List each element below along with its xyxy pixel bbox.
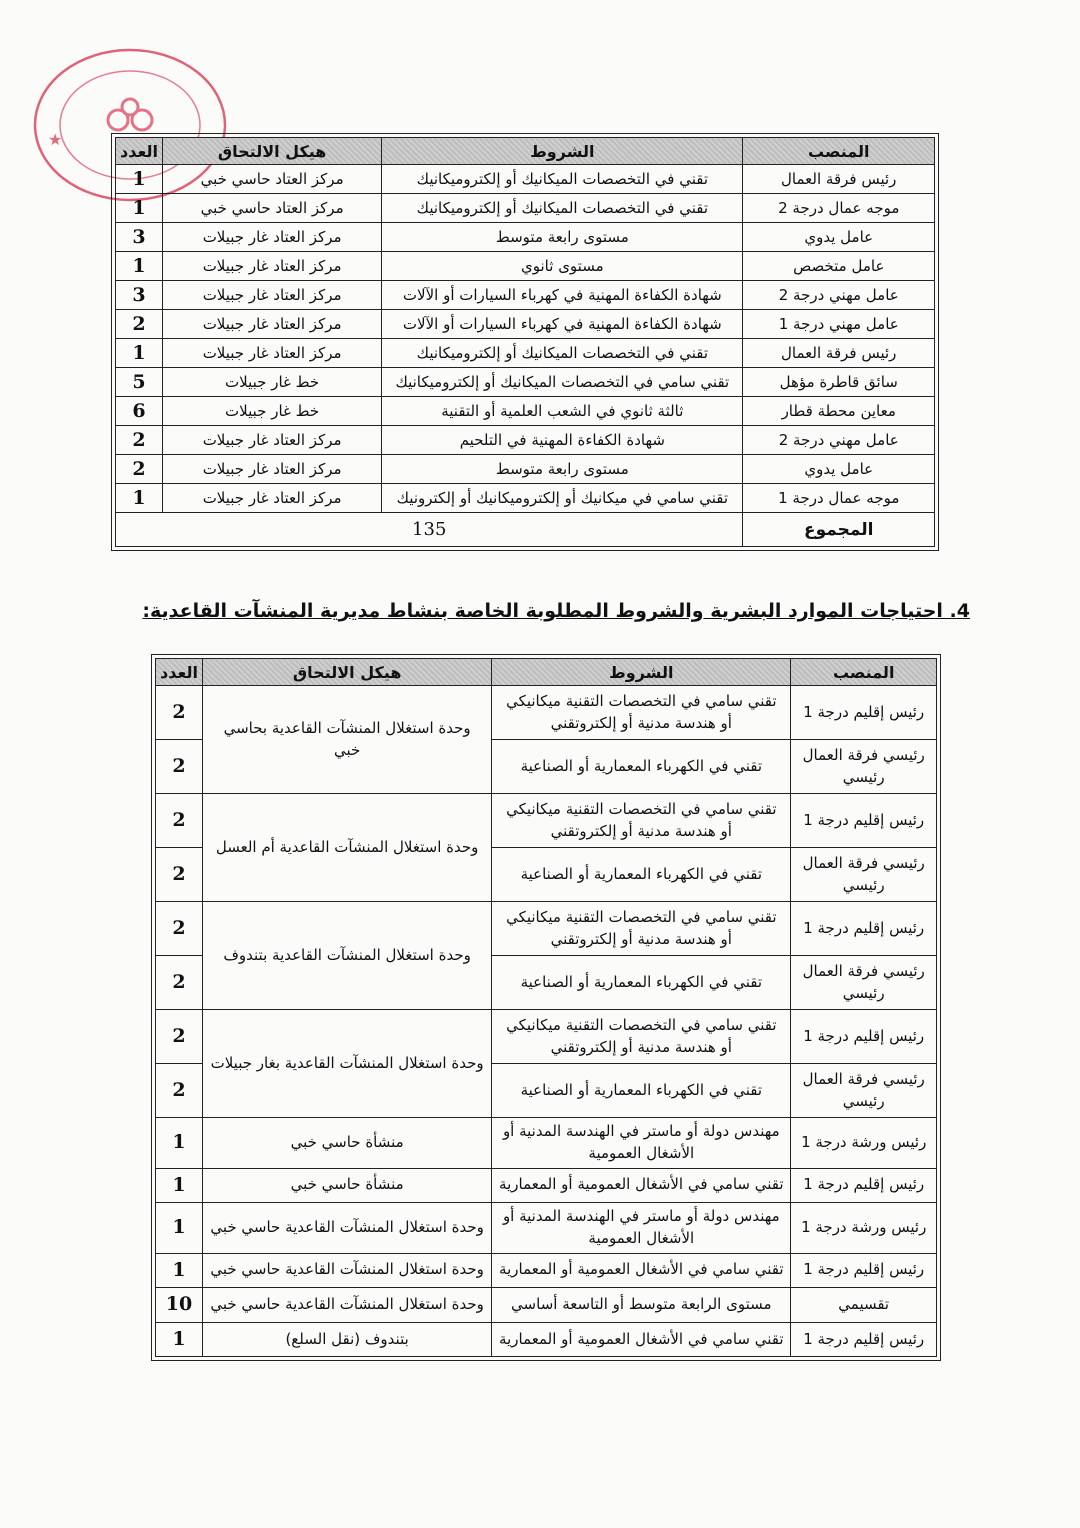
cell-unit: خط غار جبيلات (163, 368, 382, 397)
cell-post: عامل مهني درجة 2 (743, 281, 935, 310)
cell-conditions: شهادة الكفاءة المهنية في كهرباء السيارات أو الآلات (382, 281, 743, 310)
cell-post: رئيسي فرقة العمال رئيسي (791, 1064, 937, 1118)
cell-conditions: تقني سامي في التخصصات التقنية ميكانيكي أو هندسة مدنية أو إلكتروتقني (492, 1010, 791, 1064)
cell-count: 1 (116, 339, 163, 368)
cell-conditions: تقني سامي في التخصصات التقنية ميكانيكي أو هندسة مدنية أو إلكتروتقني (492, 902, 791, 956)
cell-conditions: تقني سامي في ميكانيك أو إلكتروميكانيك أو إلكترونيك (382, 484, 743, 513)
cell-conditions: تقني في التخصصات الميكانيك أو إلكتروميكانيك (382, 165, 743, 194)
cell-count: 1 (116, 484, 163, 513)
cell-conditions: تقني في الكهرباء المعمارية أو الصناعية (492, 1064, 791, 1118)
table-row (156, 1203, 937, 1254)
cell-conditions: مهندس دولة أو ماستر في الهندسة المدنية أو الأشغال العمومية (492, 1203, 791, 1254)
cell-post: رئيس ورشة درجة 1 (791, 1203, 937, 1254)
cell-post: رئيس إقليم درجة 1 (791, 1322, 937, 1357)
cell-unit: وحدة استغلال المنشآت القاعدية بغار جبيلات (203, 1010, 492, 1118)
cell-conditions: مهندس دولة أو ماستر في الهندسة المدنية أو الأشغال العمومية (492, 1118, 791, 1169)
table-header-row (116, 138, 935, 165)
cell-post: رئيسي فرقة العمال رئيسي (791, 740, 937, 794)
cell-count: 3 (116, 281, 163, 310)
cell-count: 2 (156, 848, 203, 902)
table-row (116, 281, 935, 310)
cell-post: رئيسي فرقة العمال رئيسي (791, 956, 937, 1010)
table-row (116, 194, 935, 223)
header-post: المنصب (743, 138, 935, 165)
cell-count: 10 (156, 1288, 203, 1323)
cell-count: 2 (116, 310, 163, 339)
cell-conditions: تقني في الكهرباء المعمارية أو الصناعية (492, 956, 791, 1010)
cell-post: موجه عمال درجة 1 (743, 484, 935, 513)
cell-count: 2 (156, 1010, 203, 1064)
cell-unit: مركز العتاد غار جبيلات (163, 426, 382, 455)
cell-conditions: مستوى رابعة متوسط (382, 223, 743, 252)
cell-count: 2 (156, 686, 203, 740)
cell-count: 6 (116, 397, 163, 426)
cell-post: رئيس إقليم درجة 1 (791, 1253, 937, 1288)
table-header-row (156, 659, 937, 686)
cell-count: 1 (156, 1168, 203, 1203)
cell-post: رئيس إقليم درجة 1 (791, 1010, 937, 1064)
cell-unit: وحدة استغلال المنشآت القاعدية حاسي خبي (203, 1203, 492, 1254)
total-row (116, 513, 935, 547)
cell-post: رئيس إقليم درجة 1 (791, 686, 937, 740)
cell-post: رئيسي فرقة العمال رئيسي (791, 848, 937, 902)
header-conditions: الشروط (382, 138, 743, 165)
table-row (156, 1288, 937, 1323)
cell-post: رئيس إقليم درجة 1 (791, 902, 937, 956)
table-row (156, 902, 937, 956)
cell-unit: وحدة استغلال المنشآت القاعدية حاسي خبي (203, 1253, 492, 1288)
table-row (116, 339, 935, 368)
cell-unit: مركز العتاد غار جبيلات (163, 252, 382, 281)
svg-text:★: ★ (48, 130, 63, 149)
header-unit: هيكل الالتحاق (203, 659, 492, 686)
cell-conditions: تقني في التخصصات الميكانيك أو إلكتروميكانيك (382, 194, 743, 223)
cell-conditions: تقني في الكهرباء المعمارية أو الصناعية (492, 740, 791, 794)
cell-post: معاين محطة قطار (743, 397, 935, 426)
cell-conditions: مستوى ثانوي (382, 252, 743, 281)
cell-unit: وحدة استغلال المنشآت القاعدية بحاسي خبي (203, 686, 492, 794)
cell-count: 1 (116, 252, 163, 281)
cell-count: 3 (116, 223, 163, 252)
cell-unit: وحدة استغلال المنشآت القاعدية حاسي خبي (203, 1288, 492, 1323)
cell-count: 1 (156, 1203, 203, 1254)
table-row (156, 1253, 937, 1288)
cell-count: 2 (156, 740, 203, 794)
table-row (116, 310, 935, 339)
cell-count: 1 (156, 1322, 203, 1357)
cell-unit: مركز العتاد غار جبيلات (163, 339, 382, 368)
cell-unit: مركز العتاد غار جبيلات (163, 310, 382, 339)
cell-unit: مركز العتاد غار جبيلات (163, 484, 382, 513)
cell-post: عامل متخصص (743, 252, 935, 281)
table-row (156, 1168, 937, 1203)
section-heading: 4. احتياجات الموارد البشرية والشروط المطلوبة الخاصة بنشاط مديرية المنشآت القاعدية: (142, 600, 970, 622)
cell-count: 5 (116, 368, 163, 397)
table-row (156, 1118, 937, 1169)
cell-unit: مركز العتاد حاسي خبي (163, 194, 382, 223)
cell-count: 2 (116, 455, 163, 484)
cell-post: عامل يدوي (743, 223, 935, 252)
cell-count: 2 (156, 956, 203, 1010)
cell-conditions: تقني سامي في الأشغال العمومية أو المعمارية (492, 1253, 791, 1288)
cell-conditions: تقني سامي في التخصصات التقنية ميكانيكي أو هندسة مدنية أو إلكتروتقني (492, 794, 791, 848)
cell-unit: مركز العتاد غار جبيلات (163, 455, 382, 484)
header-unit: هيكل الالتحاق (163, 138, 382, 165)
cell-unit: وحدة استغلال المنشآت القاعدية أم العسل (203, 794, 492, 902)
cell-unit: بتندوف (نقل السلع) (203, 1322, 492, 1357)
cell-conditions: تقني سامي في الأشغال العمومية أو المعمارية (492, 1168, 791, 1203)
cell-post: موجه عمال درجة 2 (743, 194, 935, 223)
cell-post: رئيس ورشة درجة 1 (791, 1118, 937, 1169)
table-row (116, 455, 935, 484)
cell-unit: منشأة حاسي خبي (203, 1168, 492, 1203)
cell-post: رئيس فرقة العمال (743, 165, 935, 194)
cell-count: 2 (156, 902, 203, 956)
cell-post: عامل يدوي (743, 455, 935, 484)
table-row (116, 484, 935, 513)
cell-post: تقسيمي (791, 1288, 937, 1323)
table-row (116, 223, 935, 252)
cell-unit: وحدة استغلال المنشآت القاعدية بتندوف (203, 902, 492, 1010)
table-row (156, 794, 937, 848)
table-row (116, 252, 935, 281)
header-count: العدد (116, 138, 163, 165)
cell-conditions: مستوى الرابعة متوسط أو التاسعة أساسي (492, 1288, 791, 1323)
table-row (156, 686, 937, 740)
cell-unit: مركز العتاد حاسي خبي (163, 165, 382, 194)
cell-post: عامل مهني درجة 1 (743, 310, 935, 339)
cell-count: 2 (156, 1064, 203, 1118)
table-row (116, 426, 935, 455)
cell-count: 1 (116, 165, 163, 194)
header-conditions: الشروط (492, 659, 791, 686)
cell-count: 2 (116, 426, 163, 455)
cell-post: سائق قاطرة مؤهل (743, 368, 935, 397)
cell-conditions: تقني سامي في التخصصات التقنية ميكانيكي أو هندسة مدنية أو إلكتروتقني (492, 686, 791, 740)
cell-conditions: تقني سامي في الأشغال العمومية أو المعمارية (492, 1322, 791, 1357)
cell-conditions: تقني في الكهرباء المعمارية أو الصناعية (492, 848, 791, 902)
header-count: العدد (156, 659, 203, 686)
cell-conditions: شهادة الكفاءة المهنية في التلحيم (382, 426, 743, 455)
cell-conditions: تقني سامي في التخصصات الميكانيك أو إلكتروميكانيك (382, 368, 743, 397)
personnel-table-1 (115, 137, 935, 547)
cell-count: 1 (156, 1253, 203, 1288)
cell-unit: مركز العتاد غار جبيلات (163, 223, 382, 252)
cell-conditions: مستوى رابعة متوسط (382, 455, 743, 484)
cell-post: عامل مهني درجة 2 (743, 426, 935, 455)
cell-post: رئيس إقليم درجة 1 (791, 794, 937, 848)
cell-conditions: تقني في التخصصات الميكانيك أو إلكتروميكانيك (382, 339, 743, 368)
total-label: المجموع (743, 513, 935, 547)
cell-unit: خط غار جبيلات (163, 397, 382, 426)
table-row (156, 1322, 937, 1357)
personnel-table-2 (155, 658, 937, 1357)
total-value: 135 (116, 513, 743, 547)
cell-count: 1 (156, 1118, 203, 1169)
table-row (116, 165, 935, 194)
cell-conditions: ثالثة ثانوي في الشعب العلمية أو التقنية (382, 397, 743, 426)
cell-unit: منشأة حاسي خبي (203, 1118, 492, 1169)
cell-count: 1 (116, 194, 163, 223)
cell-post: رئيس إقليم درجة 1 (791, 1168, 937, 1203)
table-row (156, 1010, 937, 1064)
cell-conditions: شهادة الكفاءة المهنية في كهرباء السيارات أو الآلات (382, 310, 743, 339)
table-row (116, 368, 935, 397)
cell-unit: مركز العتاد غار جبيلات (163, 281, 382, 310)
cell-post: رئيس فرقة العمال (743, 339, 935, 368)
table-row (116, 397, 935, 426)
header-post: المنصب (791, 659, 937, 686)
cell-count: 2 (156, 794, 203, 848)
